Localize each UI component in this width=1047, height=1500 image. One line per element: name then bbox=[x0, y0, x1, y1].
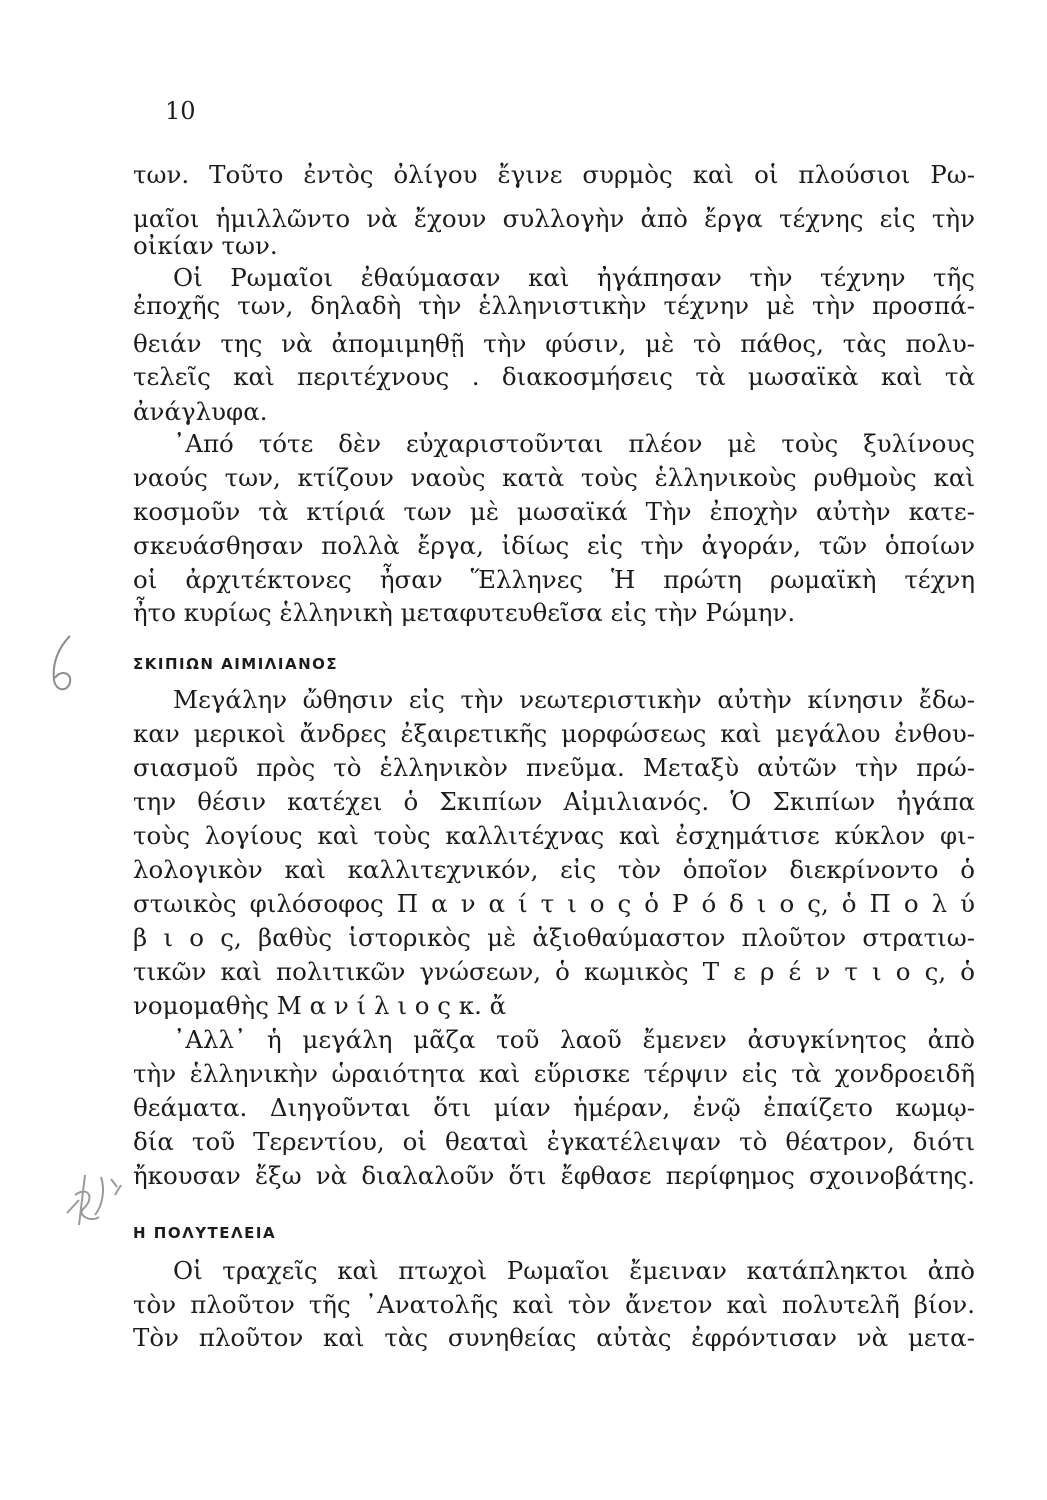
text-line: τὸν πλοῦτον τῆς ᾿Ανατολῆς καὶ τὸν ἄνετον καὶ πολυτελῆ βίον. bbox=[133, 1290, 975, 1319]
text-line: καν μερικοὶ ἄνδρες ἐξαιρετικῆς μορφώσεως καὶ μεγάλου ἐνθου- bbox=[133, 719, 975, 748]
text-line: στωικὸς φιλόσοφος Π α ν α ί τ ι ο ς ὁ Ρ ό δ ι ο ς, ὁ Π ο λ ύ bbox=[133, 889, 975, 918]
pencil-margin-scribble bbox=[55, 1165, 135, 1260]
text-line: σκευάσθησαν πολλὰ ἔργα, ἰδίως εἰς τὴν ἀγοράν, τῶν ὁποίων bbox=[133, 531, 975, 560]
text-line: Οἱ τραχεῖς καὶ πτωχοὶ Ρωμαῖοι ἔμειναν κατάπληκτοι ἀπὸ bbox=[173, 1256, 975, 1285]
text-line: Μεγάλην ὤθησιν εἰς τὴν νεωτεριστικὴν αὐτὴν κίνησιν ἔδω- bbox=[173, 685, 975, 714]
text-line: Τὸν πλοῦτον καὶ τὰς συνηθείας αὐτὰς ἐφρόντισαν νὰ μετα- bbox=[133, 1323, 975, 1352]
text-line: ᾿Αλλ᾿ ἡ μεγάλη μᾶζα τοῦ λαοῦ ἔμενεν ἀσυγκίνητος ἀπὸ bbox=[173, 1025, 975, 1054]
text-line: δία τοῦ Τερεντίου, οἱ θεαταὶ ἐγκατέλειψαν τὸ θέατρον, διότι bbox=[133, 1127, 975, 1156]
text-line: τὴν ἑλληνικὴν ὡραιότητα καὶ εὕρισκε τέρψιν εἰς τὰ χονδροειδῆ bbox=[133, 1059, 975, 1088]
text-line: ἐποχῆς των, δηλαδὴ τὴν ἑλληνιστικὴν τέχνην μὲ τὴν προσπά- bbox=[133, 291, 975, 320]
text-line: ἦτο κυρίως ἑλληνικὴ μεταφυτευθεῖσα εἰς τὴν Ρώμην. bbox=[133, 598, 796, 627]
text-line: μαῖοι ἡμιλλῶντο νὰ ἔχουν συλλογὴν ἀπὸ ἔργα τέχνης εἰς τὴν bbox=[133, 204, 975, 233]
text-line: θεάματα. Διηγοῦνται ὅτι μίαν ἡμέραν, ἐνῷ ἐπαίζετο κωμῳ- bbox=[133, 1093, 975, 1122]
text-line: β ι ο ς, βαθὺς ἱστορικὸς μὲ ἀξιοθαύμαστον πλοῦτον στρατιω- bbox=[133, 923, 975, 952]
text-line: τικῶν καὶ πολιτικῶν γνώσεων, ὁ κωμικὸς Τ ε ρ έ ν τ ι ο ς, ὁ bbox=[133, 957, 975, 986]
section-heading: ΣΚΙΠΙΩΝ ΑΙΜΙΛΙΑΝΟΣ bbox=[133, 655, 339, 673]
text-line: σιασμοῦ πρὸς τὸ ἑλληνικὸν πνεῦμα. Μεταξὺ αὐτῶν τὴν πρώ- bbox=[133, 753, 975, 782]
text-line: τελεῖς καὶ περιτέχνους . διακοσμήσεις τὰ μωσαϊκὰ καὶ τὰ bbox=[133, 362, 975, 391]
page-number: 10 bbox=[165, 97, 196, 125]
text-line: τοὺς λογίους καὶ τοὺς καλλιτέχνας καὶ ἐσχημάτισε κύκλον φι- bbox=[133, 821, 975, 850]
pencil-margin-mark bbox=[40, 630, 80, 700]
text-line: κοσμοῦν τὰ κτίριά των μὲ μωσαϊκά Τὴν ἐποχὴν αὐτὴν κατε- bbox=[133, 497, 975, 526]
text-line: ᾿Από τότε δὲν εὐχαριστοῦνται πλέον μὲ τοὺς ξυλίνους bbox=[173, 429, 975, 458]
text-line: θειάν της νὰ ἀπομιμηθῇ τὴν φύσιν, μὲ τὸ πάθος, τὰς πολυ- bbox=[133, 329, 975, 358]
section-heading: Η ΠΟΛΥΤΕΛΕΙΑ bbox=[133, 1224, 277, 1242]
text-line: ναούς των, κτίζουν ναοὺς κατὰ τοὺς ἑλληνικοὺς ρυθμοὺς καὶ bbox=[133, 463, 975, 492]
text-line: λολογικὸν καὶ καλλιτεχνικόν, εἰς τὸν ὁποῖον διεκρίνοντο ὁ bbox=[133, 855, 975, 884]
text-line: ἤκουσαν ἔξω νὰ διαλαλοῦν ὅτι ἔφθασε περίφημος σχοινοβάτης. bbox=[133, 1161, 975, 1190]
text-line: Οἱ Ρωμαῖοι ἐθαύμασαν καὶ ἠγάπησαν τὴν τέχνην τῆς bbox=[173, 263, 975, 292]
text-line: την θέσιν κατέχει ὁ Σκιπίων Αἰμιλιανός. Ὁ Σκιπίων ἠγάπα bbox=[133, 787, 975, 816]
text-line: οἰκίαν των. bbox=[133, 231, 278, 260]
text-line: οἱ ἀρχιτέκτονες ἦσαν Ἕλληνες Ἡ πρώτη ρωμαϊκὴ τέχνη bbox=[133, 565, 975, 594]
text-line: ἀνάγλυφα. bbox=[133, 397, 268, 426]
text-line: των. Τοῦτο ἐντὸς ὀλίγου ἔγινε συρμὸς καὶ οἱ πλούσιοι Ρω- bbox=[133, 160, 975, 189]
text-line: νομομαθὴς Μ α ν ί λ ι ο ς κ. ἄ bbox=[133, 991, 507, 1020]
